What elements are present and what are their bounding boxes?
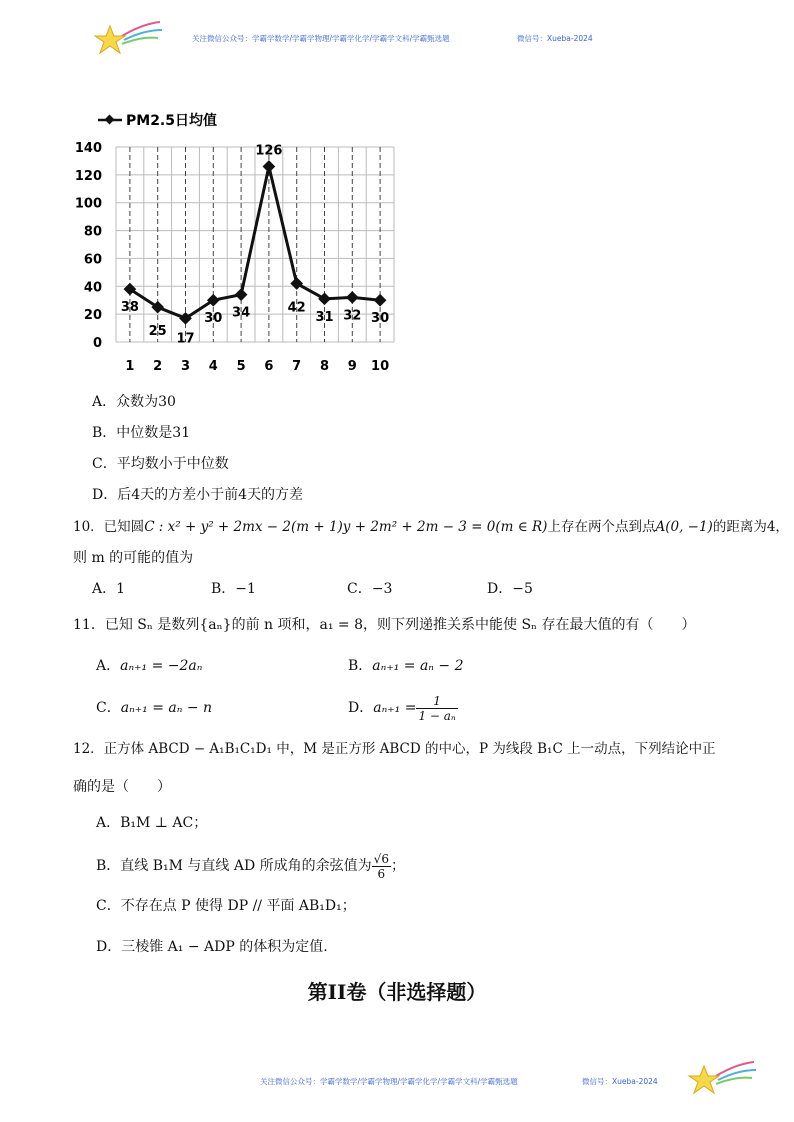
q11-option-d	[348, 690, 458, 726]
q11-d-den: 1 − aₙ	[418, 708, 456, 723]
q12-b-pre: B．直线 B₁M 与直线 AD 所成角的余弦值为	[96, 858, 372, 874]
q9-option-a: A．众数为30	[92, 394, 176, 410]
q11-option-c	[96, 698, 212, 718]
q12-option-b	[96, 848, 405, 884]
y-tick-label: 0	[92, 336, 102, 351]
q11-b-label: B．	[348, 658, 373, 674]
y-tick-label: 140	[74, 141, 102, 156]
q12-line1: 12．正方体 ABCD − A₁B₁C₁D₁ 中，M 是正方形 ABCD 的中心，P 为线段 B₁C 上一动点，下列结论中正	[73, 741, 716, 757]
section-title: 第II卷（非选择题）	[307, 980, 487, 1004]
y-tick-label: 40	[83, 280, 102, 296]
star-logo-footer-icon	[686, 1058, 758, 1098]
q10-suffix: 的距离为4，	[712, 519, 789, 535]
q12-b-den: 6	[377, 866, 386, 881]
q9-option-c: C．平均数小于中位数	[92, 456, 229, 472]
x-tick-label: 2	[153, 359, 163, 374]
q9-option-b: B．中位数是31	[92, 425, 191, 441]
pm25-chart	[70, 102, 410, 377]
x-tick-label: 3	[180, 359, 191, 374]
star-logo-icon	[92, 18, 164, 58]
data-label: 30	[371, 311, 390, 327]
q11-d-num: 1	[416, 694, 457, 709]
q10-point: A(0, −1)	[655, 519, 713, 535]
data-point	[374, 294, 387, 307]
q11-d-lhs: aₙ₊₁ =	[373, 700, 417, 716]
data-point	[346, 291, 359, 304]
data-point	[263, 160, 276, 173]
data-point	[318, 292, 331, 305]
y-tick-label: 20	[83, 308, 102, 324]
q10-option-a: A．1	[92, 581, 126, 597]
x-tick-label: 5	[236, 359, 246, 374]
q11-d-fraction	[416, 694, 457, 723]
q12-option-c: C．不存在点 P 使得 DP // 平面 AB₁D₁；	[96, 898, 356, 914]
data-label: 25	[148, 324, 167, 340]
q11-a-label: A．	[96, 658, 121, 674]
q12-line2: 确的是（ ）	[73, 779, 171, 795]
q12-option-d: D．三棱锥 A₁ − ADP 的体积为定值.	[96, 939, 328, 955]
header-wechat: 微信号：Xueba-2024	[517, 34, 593, 43]
q12-b-fraction	[372, 852, 391, 881]
x-tick-label: 9	[347, 359, 357, 374]
q10-equation: C : x² + y² + 2mx − 2(m + 1)y + 2m² + 2m − 3 = 0(m ∈ R)	[144, 519, 548, 535]
q12-b-post: ；	[390, 858, 405, 874]
chart-legend	[98, 112, 217, 129]
y-tick-label: 80	[83, 224, 102, 240]
q11-option-a	[96, 656, 202, 676]
q10-line1	[73, 517, 789, 537]
q12-b-num: √6	[373, 851, 389, 866]
x-tick-label: 10	[371, 359, 390, 374]
footer-wechat: 微信号：Xueba-2024	[582, 1077, 658, 1086]
q11-c-expr: aₙ₊₁ = aₙ − n	[120, 700, 213, 716]
q10-prefix: 10．已知圆	[73, 519, 145, 535]
x-tick-label: 1	[125, 359, 135, 374]
x-tick-label: 4	[208, 359, 218, 374]
q10-option-c: C．−3	[347, 581, 393, 597]
data-label: 17	[176, 331, 195, 347]
data-label: 42	[287, 300, 306, 316]
x-tick-label: 8	[319, 359, 330, 374]
q10-option-d: D．−5	[487, 581, 533, 597]
data-label: 31	[315, 309, 334, 325]
q11-b-expr: aₙ₊₁ = aₙ − 2	[372, 658, 464, 674]
header-text: 关注微信公众号：学霸学数学/学霸学物理/学霸学化学/学霸学文科/学霸甄选题	[192, 34, 450, 43]
q11-c-label: C．	[96, 700, 121, 716]
y-tick-label: 120	[74, 168, 102, 184]
x-tick-label: 6	[264, 359, 274, 374]
q11-a-expr: aₙ₊₁ = −2aₙ	[120, 658, 203, 674]
data-point	[235, 288, 248, 301]
q11-option-b	[348, 656, 464, 676]
q12-option-a: A．B₁M ⊥ AC；	[96, 815, 208, 831]
q10-line2: 则 m 的可能的值为	[73, 550, 194, 566]
y-tick-label: 100	[74, 196, 102, 212]
x-tick-label: 7	[292, 359, 302, 374]
data-label: 32	[343, 308, 362, 324]
footer-text: 关注微信公众号：学霸学数学/学霸学物理/学霸学化学/学霸学文科/学霸甄选题	[260, 1077, 518, 1086]
y-tick-label: 60	[83, 252, 102, 268]
q9-option-d: D．后4天的方差小于前4天的方差	[92, 487, 304, 503]
legend-label: PM2.5日均值	[126, 113, 217, 129]
data-label: 34	[232, 305, 251, 321]
q11-stem: 11．已知 Sₙ 是数列{aₙ}的前 n 项和，a₁ = 8，则下列递推关系中能使 Sₙ 存在最大值的有（ ）	[73, 617, 696, 633]
data-point	[290, 277, 303, 290]
q10-middle: 上存在两个点到点	[547, 519, 656, 535]
data-label: 30	[204, 311, 223, 327]
q11-d-label: D．	[348, 700, 374, 716]
data-label: 38	[120, 300, 139, 316]
q10-option-b: B．−1	[211, 581, 256, 597]
data-label: 126	[255, 143, 283, 159]
